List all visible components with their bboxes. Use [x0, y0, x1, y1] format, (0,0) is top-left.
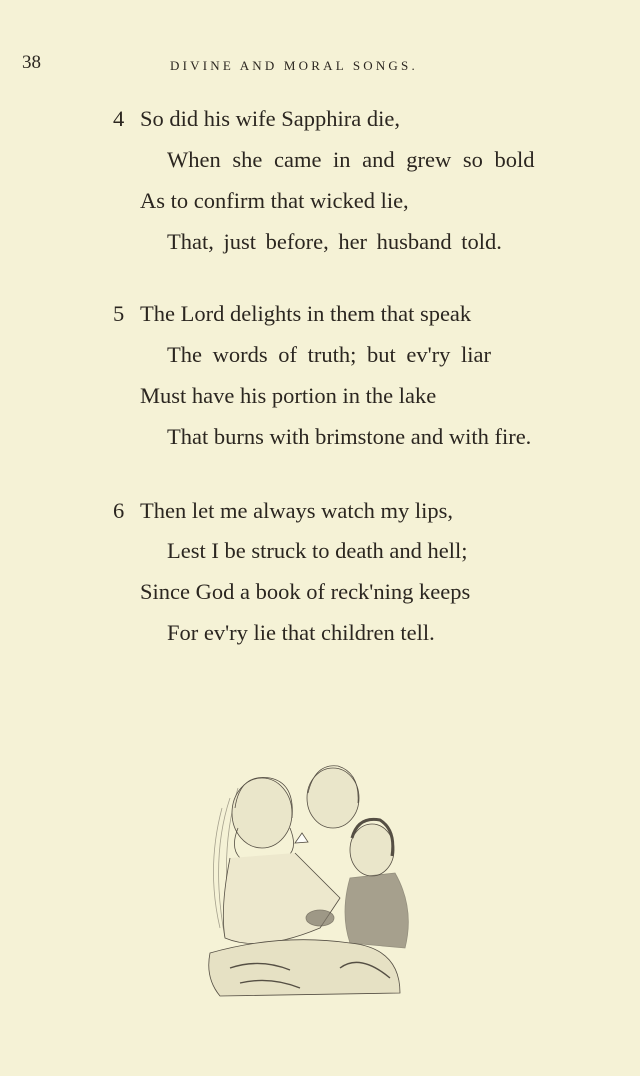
verse-line: So did his wife Sapphira die, — [140, 106, 400, 131]
engraving-illustration-children — [200, 738, 420, 1000]
verse-line: That burns with brimstone and with fire. — [167, 424, 532, 449]
verse-line: Must have his portion in the lake — [140, 383, 437, 408]
stanza-number: 4 — [113, 106, 125, 131]
verse-line: That, just before, her husband told. — [167, 229, 502, 254]
stanza-number: 6 — [113, 498, 125, 523]
verse-line: Then let me always watch my lips, — [140, 498, 454, 523]
page-number: 38 — [22, 52, 41, 73]
verse-line: Since God a book of reck'ning keeps — [140, 579, 471, 604]
verse-line: Lest I be struck to death and hell; — [167, 538, 468, 563]
verse-line: As to confirm that wicked lie, — [140, 188, 409, 213]
running-head: DIVINE AND MORAL SONGS. — [170, 58, 418, 73]
stanza-number: 5 — [113, 301, 125, 326]
verse-line: The words of truth; but ev'ry liar — [167, 342, 491, 367]
verse-line: The Lord delights in them that speak — [140, 301, 472, 326]
verse-line: For ev'ry lie that children tell. — [167, 620, 435, 645]
verse-line: When she came in and grew so bold — [167, 147, 535, 172]
